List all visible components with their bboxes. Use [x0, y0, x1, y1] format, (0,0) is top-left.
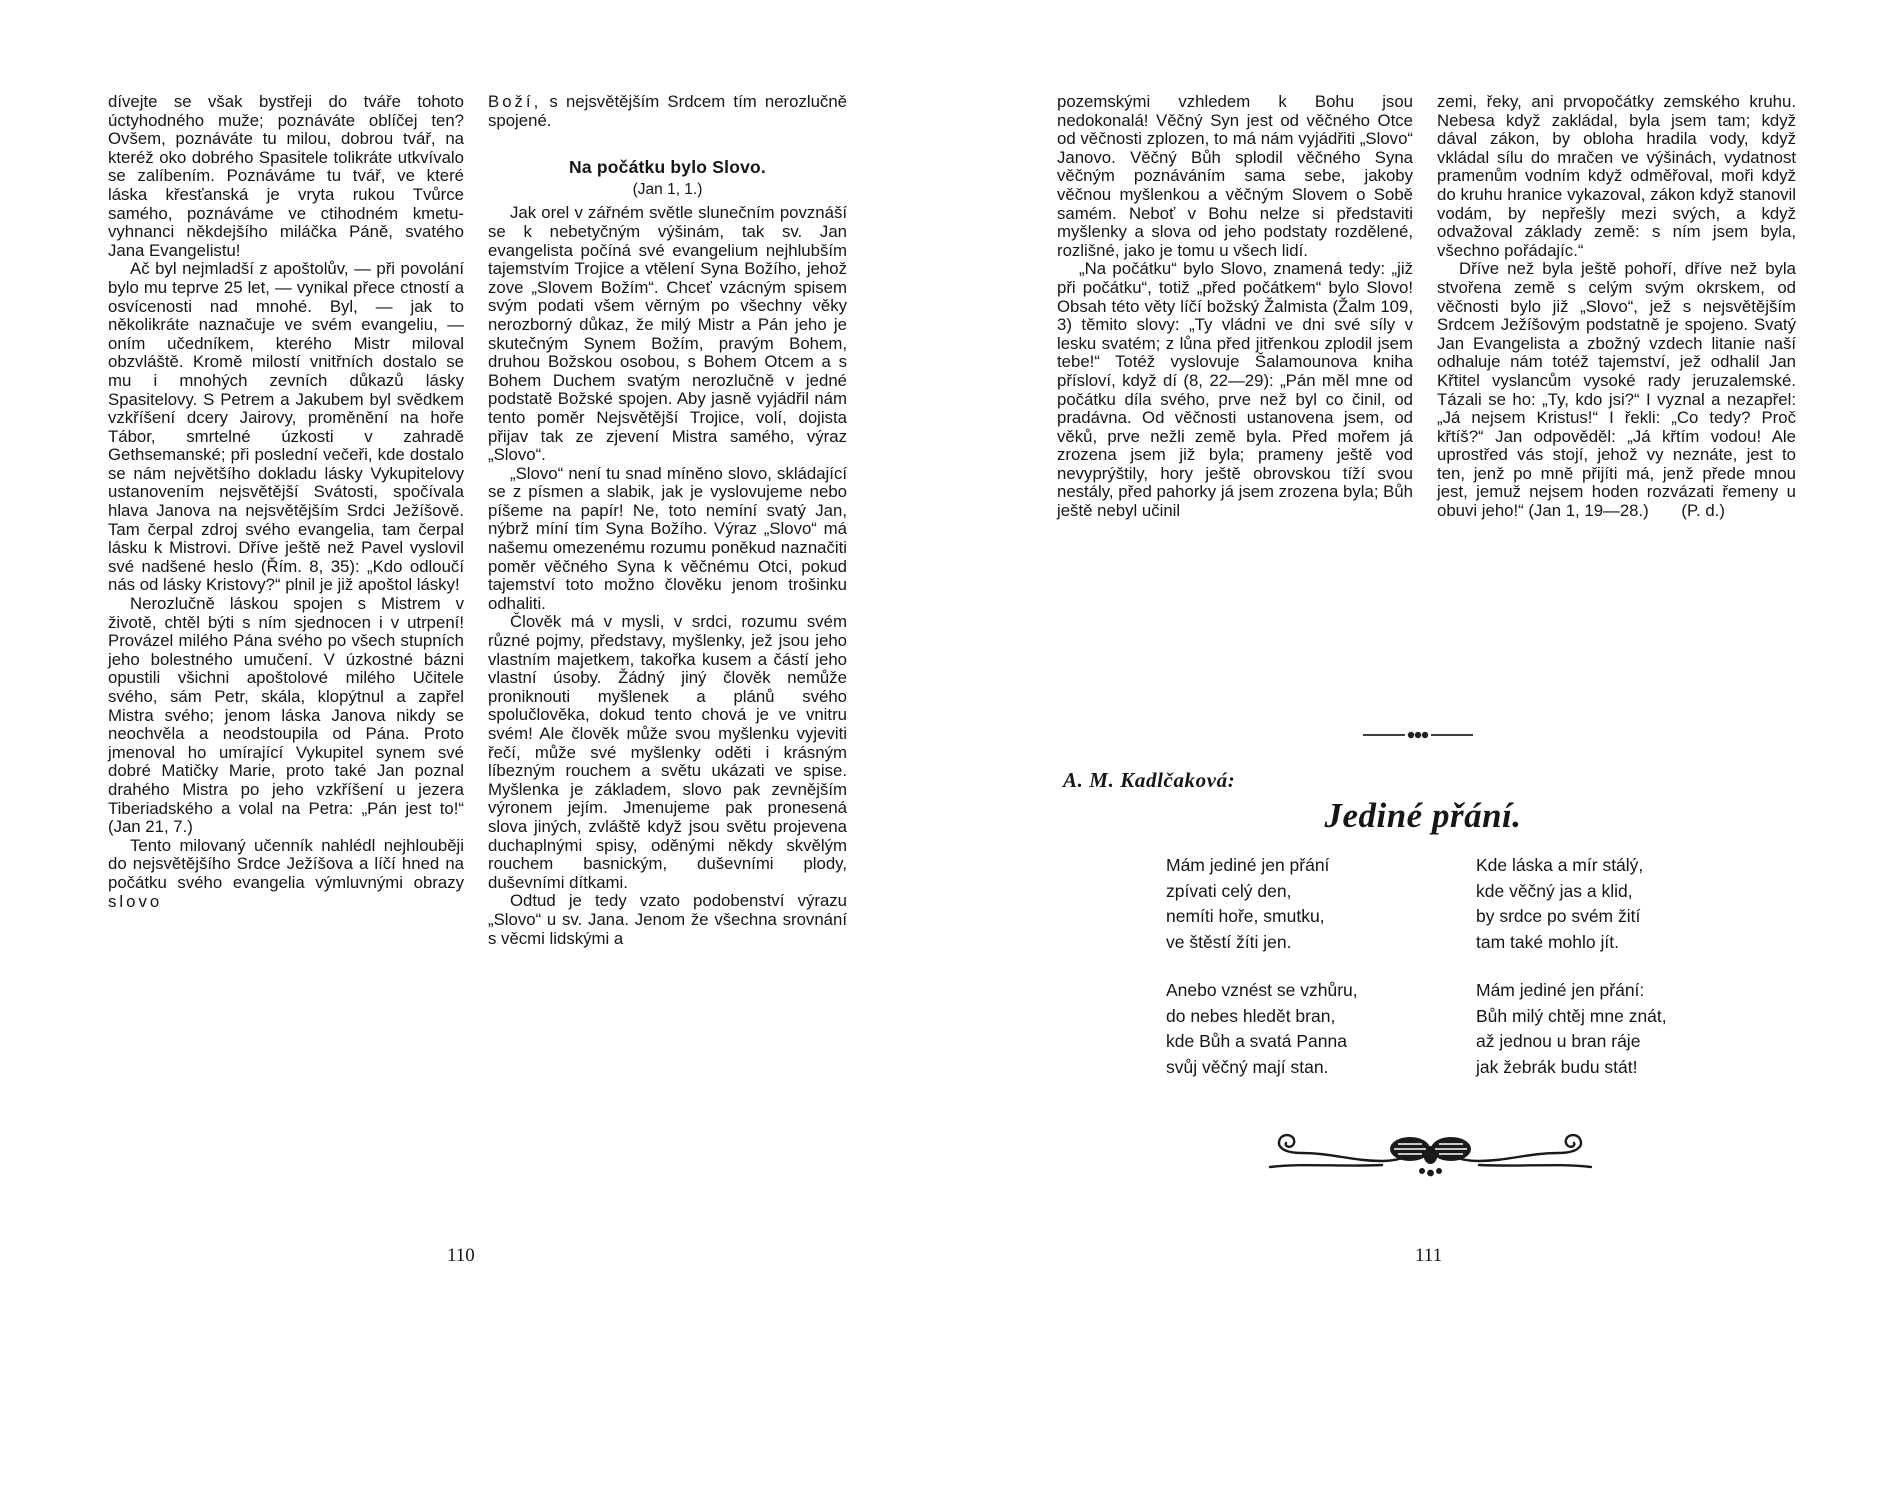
poem-stanza: [1476, 978, 1667, 1080]
poem-line: Mám jediné jen přání:: [1476, 980, 1645, 1000]
poem-stanza: [1476, 853, 1643, 955]
paragraph: Nerozlučně láskou spojen s Mistrem v životě, chtěl býti s ním sjednocen i v utrpení! Provázel milého Pána svého po všech stupních jeho bolestného umučení. V úzkostné bázni opustili všichni apoštolové milého Učitele svého, sám Petr, skála, klopýtnul a zapřel Mistra svého; jenom láska Janova nikdy se neochvěla a neodstoupila od Pána. Proto jmenoval ho umírající Vykupitel synem své dobré Matičky Marie, proto také Jan poznal drahého Mistra po jeho vzkříšení u jezera Tiberiadského a volal na Petra: „Pán jest to!“ (Jan 21, 7.): [108, 594, 464, 837]
paragraph: dívejte se však bystřeji do tváře tohoto úctyhodného muže; poznáváte oblíčej ten? Ovšem, poznáváte tu milou, dobrou tvář, na kteréž oko dobrého Spasitele tolikráte utkvívalo se zalíbením. Poznáváme tu tvář, ve které láska křesťanská je vryta rukou Tvůrce samého, poznáváme ve ctihodném kmetu-vyhnanci někdejšího miláčka Páně, svatého Jana Evangelistu!: [108, 92, 464, 260]
left-page-column-2: [488, 93, 847, 948]
spaced-word: slovo: [108, 891, 163, 911]
poem-line: Bůh milý chtěj mne znát,: [1476, 1005, 1667, 1026]
paragraph: zemi, řeky, ani prvopočátky zemského kruhu. Nebesa když zakládal, byla jsem tam; když dával zákon, by obloha hradila vody, když vkládal sílu do mračen ve výšinách, vydatnost pramenům vodním když odměřoval, moři když do kruhu hranice vykazoval, zákon když stanovil vodám, by nepřešly mezi svých, a když odvažoval základy země: s ním jsem byla, všechno pořádajíc.“: [1437, 92, 1796, 260]
paragraph: „Slovo“ není tu snad míněno slovo, skládající se z písmen a slabik, jak je vyslovujeme nebo píšeme na papír! Ne, toto nemíní svatý Jan, nýbrž míní tím Syna Božího. Výraz „Slovo“ má našemu omezenému rozumu poněkud naznačiti poměr věčného Syna k věčnému Otci, pokud tajemství toto možno člověku jenom trošinku odhaliti.: [488, 463, 847, 613]
paragraph: [1437, 260, 1796, 520]
paragraph: Jak orel v zářném světle slunečním povznáší se k nebetyčným výšinám, tak sv. Jan evangelista počíná své evangelium nejhlubším tajemstvím Trojice a vtělení Syna Božího, jehož zove „Slovem Božím“. Chceť vzácným spisem svým podati všem věrným po všechny věky nerozborný důkaz, že milý Mistr a Pán jeho je skutečným Synem Božím, pravým Bohem, druhou Božskou osobou, s Bohem Otcem a s Bohem Duchem svatým nerozlučně v jedné podstatě Božské spojen. Aby jasně vyjádřil nám tento poměr Nejsvětější Trojice, volí, dojista přijav tak ze zjevení Mistra samého, výraz „Slovo“.: [488, 203, 847, 465]
poem-line: jak žebrák budu stát!: [1476, 1056, 1638, 1077]
poem-author: A. M. Kadlčaková:: [1063, 768, 1236, 792]
spaced-word: Boží,: [488, 92, 542, 111]
poem-line: Mám jediné jen přání: [1166, 855, 1330, 875]
poem-line: zpívati celý den,: [1166, 880, 1292, 901]
poem-line: ve štěstí žíti jen.: [1166, 931, 1292, 952]
right-page-column-2: [1437, 93, 1796, 521]
paragraph-text: Dříve než byla ještě pohoří, dříve než byla stvořena země s celým svým okrskem, od věčnosti bylo již „Slovo“, jež s nejsvětějším Srdcem Ježíšovým podstatně je spojeno. Svatý Jan Evangelista a zbožný vzdech litanie naší odhaluje nám totéž tajemství, jež odhalil Jan Křtitel vyslancům vysoké rady jeruzalemské. Tázali se ho: „Ty, kdo jsi?“ I vyznal a nezapřel: „Já nejsem Kristus!“ I řekli: „Co tedy? Proč křtíš?“ Jan odpověděl: „Já křtím vodou! Ale uprostřed vás stojí, jehož vy neznáte, jest to ten, jenž po mně přijíti má, jenž přede mnou jest, jemuž nejsem hoden rozvázati řemeny u obuvi jeho!“ (Jan 1, 19—28.): [1437, 259, 1796, 521]
page-number-right: 111: [1415, 1245, 1443, 1266]
poem-line: kde věčný jas a klid,: [1476, 880, 1633, 901]
paragraph-text: Tento milovaný učenník nahlédl nejhlouběji do nejsvětějšího Srdce Ježíšova a líčí hned na počátku svého evangelia výmluvnými obrazy: [108, 835, 464, 892]
signature: (P. d.): [1681, 501, 1725, 521]
poem-line: Anebo vznést se vzhůru,: [1166, 980, 1358, 1000]
poem-line: by srdce po svém žití: [1476, 906, 1641, 926]
page-number-left: 110: [447, 1245, 475, 1266]
poem-stanza: [1166, 978, 1358, 1080]
poem-line: do nebes hledět bran,: [1166, 1005, 1336, 1026]
poem-stanza: [1166, 853, 1329, 955]
floral-ornament-icon: [1262, 1123, 1599, 1180]
poem-title: Jediné přání.: [1324, 796, 1522, 835]
divider-ornament: [1363, 728, 1473, 742]
section-reference: (Jan 1, 1.): [632, 180, 703, 198]
paragraph: Člověk má v mysli, v srdci, rozumu svém různé pojmy, představy, myšlenky, jež jsou jeho vlastním majetkem, takořka kusem a částí jeho vlastní úsoby. Žádný jiný člověk nemůže proniknouti myšlenek a plánů svého spolučlověka, dokud tento chová je ve vnitru svém! Ale člověk může svou myšlenku vyjeviti řečí, může své myšlenky oděti i krásným líbezným rouchem a světu ukázati ve spise. Myšlenka je základem, slovo pak zevnějším výronem jejím. Jmenujeme pak pronesená slova jiných, zvláště když jsou světu projevena duchaplnými spisy, oděnými někdy skvělým rouchem basnickým, duševními plody, duševními dítkami.: [488, 612, 847, 892]
paragraph: Ač byl nejmladší z apoštolův, — při povolání bylo mu teprve 25 let, — vynikal přece ctností a osvícenosti nad mnohé. Byl, — jak to několikráte naznačuje ve svém evangeliu, — oním učedníkem, kterého Mistr miloval obzvláště. Kromě milostí vnitřních dostalo se mu i mnohých zevních důkazů lásky Spasitelovy. S Petrem a Jakubem byl svědkem vzkříšení dcery Jairovy, proměnění na hoře Tábor, smrtelné úzkosti v zahradě Gethsemanské; při poslední večeři, kde dostalo se nám největšího dokladu lásky Vykupitelovy ustanovením nejsvětější Svátosti, spočívala hlava Janova na nejsvětějším Srdci Ježíšově. Tam čerpal zdroj svého evangelia, tam čerpal lásku k Mistrovi. Dříve ještě než Pavel vyslovil své nadšené heslo (Řím. 8, 35): „Kdo odloučí nás od lásky Kristovy?“ plnil je již apoštol lásky!: [108, 259, 464, 595]
poem-line: Kde láska a mír stálý,: [1476, 855, 1644, 875]
paragraph: „Na počátku“ bylo Slovo, znamená tedy: „již při počátku“, totiž „před počátkem“ bylo Slovo! Obsah této věty líčí božský Žalmista (Žalm 109, 3) těmito slovy: „Ty vládni ve dni své síly v lesku svatém; z lůna před jitřenkou zplodil jsem tebe!“ Totéž vyslovuje Šalamounova kniha přísloví, když dí (8, 22—29): „Pán měl mne od počátku díla svého, prve než byl co činil, od pradávna. Od věčnosti ustanovena jsem, od věků, prve nežli země byla. Před mořem já zrozena jsem již byla; prameny ještě vod nevyprýštily, hory ještě obrovskou tíží svou nestály, před pahorky já jsem zrozena byla; Bůh ještě nebyl učinil: [1057, 259, 1414, 521]
poem-line: nemíti hoře, smutku,: [1166, 906, 1325, 926]
poem-line: tam také mohlo jít.: [1476, 931, 1619, 952]
paragraph: [488, 93, 847, 130]
poem-line: až jednou u bran ráje: [1476, 1031, 1641, 1051]
paragraph-text: s nejsvětějším Srdcem tím nerozlučně spojené.: [488, 92, 847, 130]
left-page-column-1: [108, 93, 464, 911]
poem-line: svůj věčný mají stan.: [1166, 1056, 1329, 1077]
poem-line: kde Bůh a svatá Panna: [1166, 1031, 1347, 1051]
paragraph: [108, 837, 464, 911]
paragraph: Odtud je tedy vzato podobenství výrazu „Slovo“ u sv. Jana. Jenom že všechna srovnání s věcmi lidskými a: [488, 891, 847, 948]
section-title: Na počátku bylo Slovo.: [569, 157, 766, 178]
paragraph: pozemskými vzhledem k Bohu jsou nedokonalá! Věčný Syn jest od věčného Otce od věčnosti zplozen, to má nám vyjádřiti „Slovo“ Janovo. Věčný Bůh splodil věčného Syna věčným poznáváním sama sebe, jakoby věčnou myšlenkou a věčným Slovem o Sobě samém. Neboť v Bohu nelze si představiti myšlenky a slova od jeho podstaty rozdělené, rozlišné, jako je tomu u všech lidí.: [1057, 92, 1413, 260]
right-page-column-1: [1057, 93, 1413, 521]
